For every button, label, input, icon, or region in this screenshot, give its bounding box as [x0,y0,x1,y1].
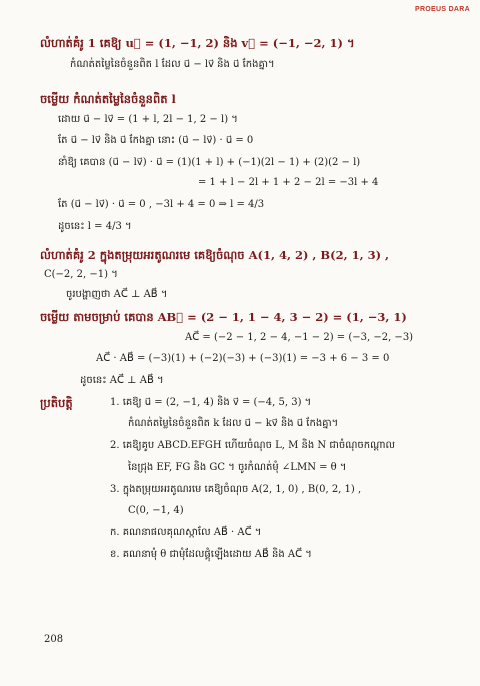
text-line-5: តែ u⃗ − lv⃗ និង u⃗ កែងគ្នា នោះ (u⃗ − lv⃗) · u⃗ = 0 [58,135,254,146]
text-line-2: កំណត់តម្លៃនៃចំនួនពិត l ដែល u⃗ − lv⃗ និង u⃗ កែងគ្នា។ [70,59,275,70]
text-line-14: AC⃗ = (−2 − 1, 2 − 4, −1 − 2) = (−3, −2, −3) [185,332,414,343]
text-line-25: ខ. គណនាមុំ θ ជាមុំដែលផ្គុំឡើងដោយ AB⃗ និង AC⃗ ។ [110,549,312,560]
page-number: 208 [44,634,64,645]
text-line-8: តែ (u⃗ − lv⃗) · u⃗ = 0 , −3l + 4 = 0 ⇒ l = 4/3 [58,199,265,210]
text-line-20: 2. គេឱ្យគូប ABCD.EFGH ហើយចំណុច L, M និង N ជាចំណុចកណ្តាល [110,440,396,451]
text-line-13: ចម្លើយ តាមចម្រាប់ គេបាន AB⃗ = (2 − 1, 1 − 4, 3 − 2) = (1, −3, 1) [40,310,407,324]
text-line-18: 1. គេឱ្យ u⃗ = (2, −1, 4) និង v⃗ = (−4, 5, 3) ។ [110,397,312,408]
text-line-24: ក. គណនាផលគុណស្កាលែ AB⃗ · AC⃗ ។ [110,527,262,538]
text-line-15: AC⃗ · AB⃗ = (−3)(1) + (−2)(−3) + (−3)(1) = −3 + 6 − 3 = 0 [96,353,390,364]
text-line-22: 3. ក្នុងតម្រុយអរតូណរមេ គេឱ្យចំណុច A(2, 1, 0) , B(0, 2, 1) , [110,484,362,495]
text-line-11: C(−2, 2, −1) ។ [44,269,118,280]
text-line-10: លំហាត់គំរូ 2 ក្នុងតម្រុយអរតូណរមេ គេឱ្យចំណុច A(1, 4, 2) , B(2, 1, 3) , [40,248,390,262]
text-line-7: = 1 + l − 2l + 1 + 2 − 2l = −3l + 4 [198,177,379,188]
header-label: PROEUS DARA [414,6,470,13]
text-line-23: C(0, −1, 4) [128,505,184,516]
text-line-4: ដោយ u⃗ − lv⃗ = (1 + l, 2l − 1, 2 − l) ។ [58,114,238,125]
text-line-1: លំហាត់គំរូ 1 គេឱ្យ u⃗ = (1, −1, 2) និង v⃗ = (−1, −2, 1) ។ [40,36,355,50]
text-line-17: ប្រតិបត្តិ [40,396,73,410]
text-line-16: ដូចនេះ AC⃗ ⊥ AB⃗ ។ [80,375,164,386]
text-line-12: ចូរបង្ហាញថា AC⃗ ⊥ AB⃗ ។ [66,289,168,300]
text-line-9: ដូចនេះ l = 4/3 ។ [58,221,132,232]
text-line-6: នាំឱ្យ គេបាន (u⃗ − lv⃗) · u⃗ = (1)(1 + l) + (−1)(2l − 1) + (2)(2 − l) [58,157,361,168]
text-line-19: កំណត់តម្លៃនៃចំនួនពិត k ដែល u⃗ − kv⃗ និង u⃗ កែងគ្នា។ [128,418,339,429]
text-line-21: នៃជ្រុង EF, FG និង GC ។ ចូរកំណត់មុំ ∠LMN = θ ។ [128,462,347,473]
text-line-3: ចម្លើយ កំណត់តម្លៃនៃចំនួនពិត l [40,92,176,106]
